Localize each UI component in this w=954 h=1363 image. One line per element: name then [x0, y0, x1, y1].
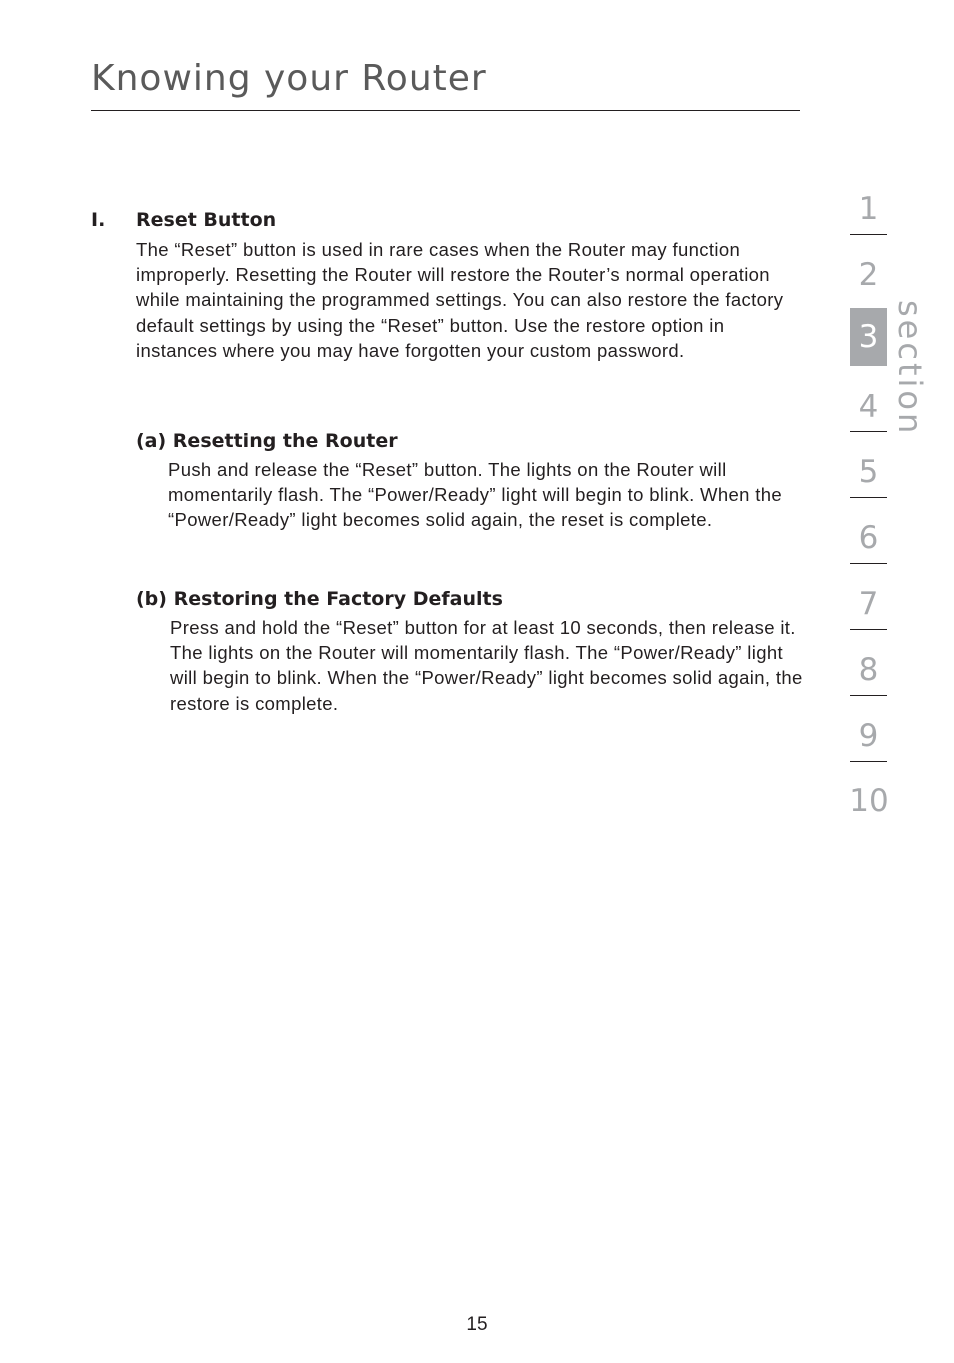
section-nav-item-3-active[interactable]: 3	[850, 308, 887, 366]
title-divider	[91, 110, 800, 111]
section-nav-item-2[interactable]: 2	[858, 257, 879, 293]
section-nav-item-4[interactable]: 4	[858, 389, 879, 425]
section-nav-divider	[850, 563, 887, 564]
section-nav-item-6[interactable]: 6	[858, 520, 879, 556]
subsection-body-a: Push and release the “Reset” button. The lights on the Router will momentarily flash. The “Power/Ready” light will begin to blink. When the “Power/Ready” light becomes solid again, the reset is complete.	[168, 459, 783, 531]
section-nav-item-5[interactable]: 5	[858, 454, 879, 490]
subsection-heading-b: (b) Restoring the Factory Defaults	[136, 588, 503, 610]
section-nav-item-8[interactable]: 8	[858, 652, 879, 688]
section-heading-text: Reset Button	[136, 209, 277, 231]
section-nav-divider	[850, 761, 887, 762]
section-nav-divider	[850, 431, 887, 432]
section-label-text: section	[891, 300, 929, 437]
section-nav-divider	[850, 695, 887, 696]
page-title: Knowing your Router	[91, 58, 487, 99]
section-nav-divider	[850, 497, 887, 498]
section-nav	[850, 180, 950, 840]
section-nav-item-10[interactable]: 10	[849, 783, 889, 819]
section-nav-divider	[850, 234, 887, 235]
subsection-body-b: Press and hold the “Reset” button for at least 10 seconds, then release it. The lights on the Router will momentarily flash. The “Power/Ready” light will begin to blink. When the “Power/Ready” light becomes solid again, the restore is complete.	[170, 617, 803, 714]
section-nav-divider	[850, 629, 887, 630]
section-number: I.	[91, 209, 106, 231]
section-nav-item-1[interactable]: 1	[858, 191, 879, 227]
subsection-heading-a: (a) Resetting the Router	[136, 430, 398, 452]
section-nav-item-7[interactable]: 7	[858, 586, 879, 622]
section-vertical-label	[891, 300, 939, 437]
section-body: The “Reset” button is used in rare cases when the Router may function improperly. Resetting the Router will restore the Router’s normal operation while maintaining the programmed settings. You can also restore the factory default settings by using the “Reset” button. Use the restore option in instances where you may have forgotten your custom password.	[136, 239, 784, 361]
page-number: 15	[466, 1314, 488, 1335]
section-nav-item-9[interactable]: 9	[858, 718, 879, 754]
